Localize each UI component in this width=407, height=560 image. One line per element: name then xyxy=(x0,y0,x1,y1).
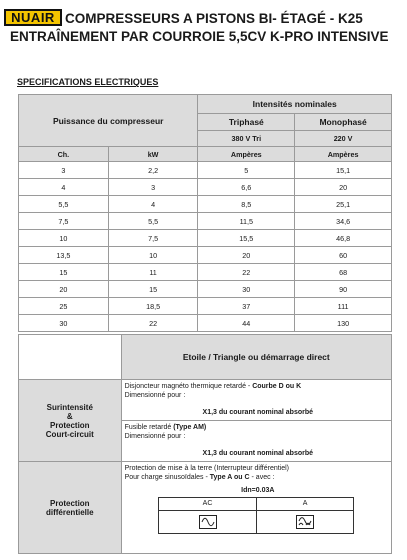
diff-line2-suffix: - avec : xyxy=(249,474,275,481)
cell-amp-mono: 15,1 xyxy=(295,162,392,179)
a-waveform-icon xyxy=(256,511,354,533)
cell-amp-mono: 25,1 xyxy=(295,196,392,213)
nominal-header: Intensités nominales xyxy=(198,95,392,114)
cell-amp-tri: 15,5 xyxy=(198,230,295,247)
protection-diff-content xyxy=(121,462,391,554)
fusible-bold: (Type AM) xyxy=(173,424,207,431)
col-kw: kW xyxy=(108,147,198,162)
disjoncteur-prefix: Disjoncteur magnéto thermique retardé - xyxy=(124,383,253,390)
cell-ch: 13,5 xyxy=(19,247,109,264)
power-table xyxy=(18,94,392,332)
surintensite-line2: & xyxy=(66,411,73,421)
col-ch: Ch. xyxy=(19,147,109,162)
surintensite-line3: Protection xyxy=(50,420,90,430)
triphase-header: Triphasé xyxy=(198,114,295,131)
logo-text: NUAIR xyxy=(11,10,55,25)
cell-amp-mono: 46,8 xyxy=(295,230,392,247)
cell-amp-mono: 60 xyxy=(295,247,392,264)
cell-ch: 5,5 xyxy=(19,196,109,213)
cell-kw: 10 xyxy=(108,247,198,264)
cell-ch: 30 xyxy=(19,315,109,332)
surintensite-label xyxy=(19,380,122,462)
cell-kw: 11 xyxy=(108,264,198,281)
voltage-mono: 220 V xyxy=(295,131,392,147)
surintensite-line1: Surintensité xyxy=(46,402,93,412)
cell-kw: 18,5 xyxy=(108,298,198,315)
cell-amp-tri: 8,5 xyxy=(198,196,295,213)
cell-amp-tri: 5 xyxy=(198,162,295,179)
cell-ch: 7,5 xyxy=(19,213,109,230)
diff-line2-prefix: Pour charge sinusoïdales - xyxy=(124,474,210,481)
cell-ch: 4 xyxy=(19,179,109,196)
start-header: Etoile / Triangle ou démarrage direct xyxy=(121,335,391,380)
monophase-header: Monophasé xyxy=(295,114,392,131)
diff-line2-bold: Type A ou C xyxy=(209,474,250,481)
cell-kw: 7,5 xyxy=(108,230,198,247)
ac-waveform-icon xyxy=(159,511,256,533)
cell-ch: 10 xyxy=(19,230,109,247)
cell-ch: 15 xyxy=(19,264,109,281)
protection-table xyxy=(18,334,392,554)
page-header xyxy=(0,0,407,52)
symbol-ac-label: AC xyxy=(202,500,213,507)
fusible-line xyxy=(122,423,391,432)
protection-diff-line2: différentielle xyxy=(45,507,94,517)
table-row xyxy=(19,196,392,213)
diff-line2 xyxy=(122,473,391,482)
fusible-prefix: Fusible retardé xyxy=(124,424,174,431)
power-header: Puissance du compresseur xyxy=(19,95,198,147)
protection-diff-label xyxy=(19,462,122,554)
table-row xyxy=(19,213,392,230)
symbol-a-label: A xyxy=(256,498,354,510)
cell-amp-tri: 20 xyxy=(198,247,295,264)
cell-amp-tri: 22 xyxy=(198,264,295,281)
disjoncteur-block xyxy=(122,380,391,421)
cell-amp-tri: 37 xyxy=(198,298,295,315)
table-row xyxy=(19,264,392,281)
cell-kw: 4 xyxy=(108,196,198,213)
cell-amp-tri: 6,6 xyxy=(198,179,295,196)
cell-ch: 3 xyxy=(19,162,109,179)
cell-kw: 2,2 xyxy=(108,162,198,179)
voltage-tri: 380 V Tri xyxy=(198,131,295,147)
fusible-block xyxy=(122,421,391,461)
empty-corner-cell xyxy=(19,335,122,380)
cell-kw: 22 xyxy=(108,315,198,332)
dimension-value: X1,3 du courant nominal absorbé xyxy=(202,409,314,416)
table-row xyxy=(19,298,392,315)
table-row xyxy=(19,162,392,179)
page-title-line1: COMPRESSEURS A PISTONS BI- ÉTAGÉ - K25 xyxy=(65,11,363,26)
table-row xyxy=(19,247,392,264)
cell-amp-mono: 111 xyxy=(295,298,392,315)
dimension-value-2: X1,3 du courant nominal absorbé xyxy=(202,450,314,457)
dimension-label-2: Dimensionné pour : xyxy=(124,433,186,440)
dimension-label: Dimensionné pour : xyxy=(124,392,186,399)
cell-amp-mono: 68 xyxy=(295,264,392,281)
cell-amp-tri: 30 xyxy=(198,281,295,298)
disjoncteur-bold: Courbe D ou K xyxy=(252,383,302,390)
cell-amp-tri: 11,5 xyxy=(198,213,295,230)
rcd-type-symbols xyxy=(158,497,354,534)
cell-amp-mono: 130 xyxy=(295,315,392,332)
cell-ch: 20 xyxy=(19,281,109,298)
table-row xyxy=(19,315,392,332)
protection-diff-line1: Protection xyxy=(50,498,90,508)
cell-amp-tri: 44 xyxy=(198,315,295,332)
disjoncteur-line xyxy=(122,382,391,391)
brand-logo xyxy=(4,9,62,26)
table-row xyxy=(19,230,392,247)
section-title: SPECIFICATIONS ELECTRIQUES xyxy=(17,77,159,87)
cell-kw: 15 xyxy=(108,281,198,298)
surintensite-content xyxy=(121,380,391,462)
table-row xyxy=(19,179,392,196)
cell-amp-mono: 90 xyxy=(295,281,392,298)
diff-line1: Protection de mise à la terre (Interrupteur différentiel) xyxy=(124,465,290,472)
table-row xyxy=(19,281,392,298)
page-title-line2: ENTRAÎNEMENT PAR COURROIE 5,5CV K-PRO INTENSIVE xyxy=(10,29,389,44)
cell-amp-mono: 34,6 xyxy=(295,213,392,230)
cell-amp-mono: 20 xyxy=(295,179,392,196)
cell-kw: 3 xyxy=(108,179,198,196)
cell-kw: 5,5 xyxy=(108,213,198,230)
surintensite-line4: Court-circuit xyxy=(45,429,94,439)
col-amp-mono: Ampères xyxy=(295,147,392,162)
idn-value: Idn=0.03A xyxy=(241,487,275,494)
cell-ch: 25 xyxy=(19,298,109,315)
col-amp-tri: Ampères xyxy=(198,147,295,162)
